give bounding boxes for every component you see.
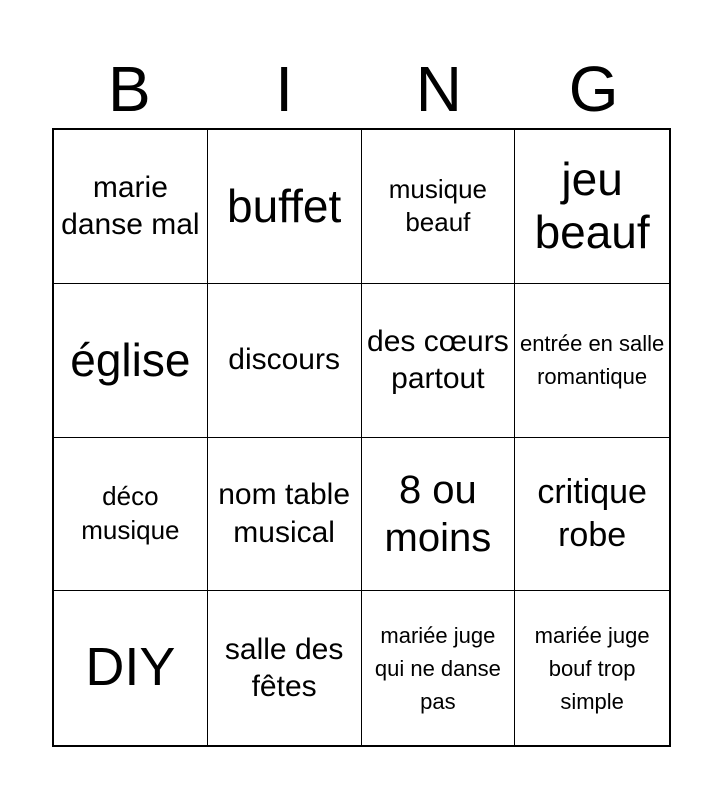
cell-text: église	[70, 333, 191, 386]
cell-text: musique beauf	[388, 173, 488, 238]
bingo-cell[interactable]	[208, 591, 362, 745]
cell-text: nom table musical	[218, 478, 350, 549]
bingo-cell[interactable]	[515, 438, 669, 592]
bingo-cell[interactable]	[515, 591, 669, 745]
cell-text: salle des fêtes	[224, 632, 344, 704]
bingo-cell[interactable]	[362, 591, 516, 745]
cell-text: critique robe	[537, 473, 647, 554]
bingo-cell[interactable]	[208, 284, 362, 438]
cell-text: jeu beauf	[534, 153, 650, 259]
bingo-cell[interactable]	[54, 591, 208, 745]
bingo-card	[52, 128, 671, 747]
header-letter-n: N	[415, 53, 462, 125]
cell-text: DIY	[85, 637, 176, 698]
bingo-cell[interactable]	[208, 130, 362, 284]
bingo-cell[interactable]	[515, 130, 669, 284]
cell-text: discours	[228, 343, 340, 377]
header-letter-g: G	[568, 53, 619, 125]
bingo-header	[52, 50, 671, 128]
bingo-cell[interactable]	[362, 130, 516, 284]
bingo-cell[interactable]	[208, 438, 362, 592]
bingo-cell[interactable]	[54, 130, 208, 284]
cell-text: 8 ou moins	[384, 467, 492, 560]
bingo-cell[interactable]	[515, 284, 669, 438]
cell-text: buffet	[226, 179, 342, 232]
bingo-cell[interactable]	[54, 284, 208, 438]
cell-text: mariée juge bouf trop simple	[534, 622, 650, 714]
cell-text: des cœurs partout	[367, 324, 509, 396]
header-letter-b: B	[108, 53, 151, 125]
cell-text: déco musique	[81, 481, 180, 545]
cell-text: mariée juge qui ne danse pas	[374, 622, 501, 714]
header-letter-i: I	[275, 53, 294, 125]
cell-text: entrée en salle romantique	[519, 331, 665, 390]
bingo-cell[interactable]	[362, 438, 516, 592]
bingo-cell[interactable]	[362, 284, 516, 438]
bingo-cell[interactable]	[54, 438, 208, 592]
cell-text: marie danse mal	[61, 170, 200, 242]
